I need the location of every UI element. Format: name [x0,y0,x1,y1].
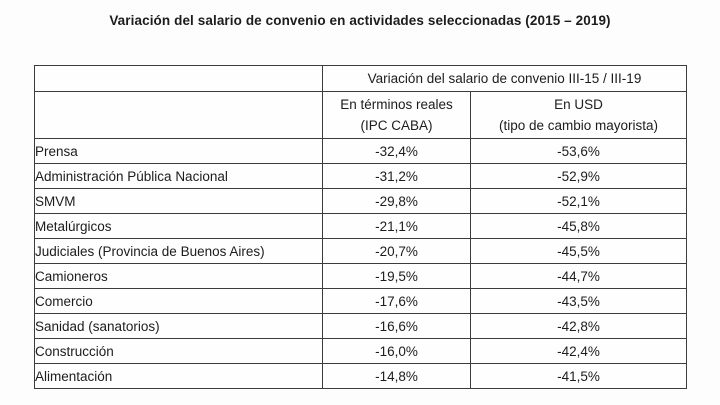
real-value: -21,1% [323,214,471,239]
real-value: -16,0% [323,339,471,364]
activity-label: SMVM [35,189,323,214]
real-value: -20,7% [323,239,471,264]
span-header-cell: Variación del salario de convenio III-15 / III-19 [323,66,687,92]
usd-value: -52,9% [471,164,687,189]
activity-label: Comercio [35,289,323,314]
activity-label: Judiciales (Provincia de Buenos Aires) [35,239,323,264]
real-value: -14,8% [323,364,471,389]
table-row [35,364,687,389]
real-value: -29,8% [323,189,471,214]
column-header-real [323,92,471,139]
usd-value: -43,5% [471,289,687,314]
table-row [35,339,687,364]
activity-label: Metalúrgicos [35,214,323,239]
salary-variation-table [34,65,687,389]
column-header-real-line1: En términos reales [340,97,453,112]
usd-value: -52,1% [471,189,687,214]
activity-label: Administración Pública Nacional [35,164,323,189]
usd-value: -53,6% [471,139,687,164]
table-row [35,139,687,164]
activity-label: Construcción [35,339,323,364]
header-row-span [35,66,687,92]
page-title: Variación del salario de convenio en actividades seleccionadas (2015 – 2019) [109,13,611,28]
activity-label: Prensa [35,139,323,164]
usd-value: -42,4% [471,339,687,364]
activity-label: Alimentación [35,364,323,389]
activity-label: Sanidad (sanatorios) [35,314,323,339]
usd-value: -45,8% [471,214,687,239]
empty-corner-cell [35,66,323,92]
real-value: -16,6% [323,314,471,339]
column-header-usd-line1: En USD [554,97,603,112]
table-row [35,189,687,214]
usd-value: -45,5% [471,239,687,264]
empty-corner-cell-2 [35,92,323,139]
table-row [35,164,687,189]
usd-value: -42,8% [471,314,687,339]
activity-label: Camioneros [35,264,323,289]
column-header-usd [471,92,687,139]
real-value: -31,2% [323,164,471,189]
usd-value: -44,7% [471,264,687,289]
table-row [35,264,687,289]
real-value: -32,4% [323,139,471,164]
usd-value: -41,5% [471,364,687,389]
header-row-columns [35,92,687,139]
table-row [35,239,687,264]
real-value: -19,5% [323,264,471,289]
column-header-real-line2: (IPC CABA) [360,118,433,133]
column-header-usd-line2: (tipo de cambio mayorista) [498,118,659,133]
real-value: -17,6% [323,289,471,314]
table-row [35,289,687,314]
table-row [35,314,687,339]
table-row [35,214,687,239]
